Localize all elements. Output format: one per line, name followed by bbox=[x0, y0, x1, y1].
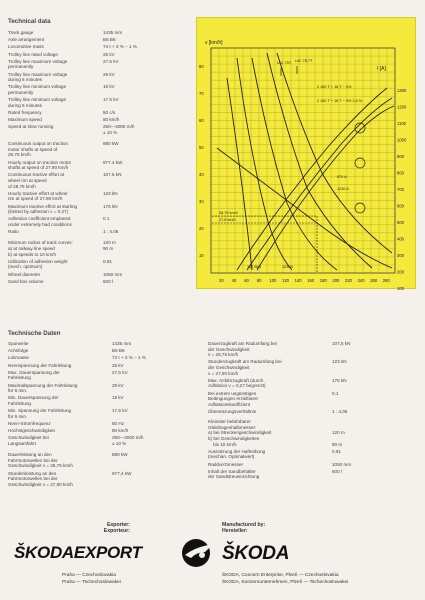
spec-label: Min. Spannung der Fahrleitung für 6 min. bbox=[8, 408, 72, 419]
x-tick-label: 280 bbox=[382, 278, 390, 283]
spec-value: 977,4 kW bbox=[112, 470, 132, 476]
skoda-winged-arrow-icon bbox=[181, 538, 217, 573]
spec-label: Nennspannung der Fahrleitung bbox=[8, 362, 72, 368]
spec-value: 1050 mm bbox=[103, 271, 123, 277]
motor-symbol-icon bbox=[355, 203, 365, 213]
spec-value: 25 kV bbox=[112, 362, 124, 368]
x-tick-label: 80 bbox=[256, 278, 262, 283]
spec-value: 250—3000 m/h ± 10 % bbox=[103, 124, 135, 135]
spec-value: 977.4 kW bbox=[103, 159, 123, 165]
spec-value: 80 km/h bbox=[103, 117, 120, 123]
spec-label: Rated frequency bbox=[8, 110, 42, 115]
spec-value: 0.1 bbox=[103, 216, 110, 222]
spec-label: Maximum tractive effort at starting (limited by adhesion ν = 0.27) bbox=[8, 203, 78, 215]
spec-label: Stundenzugkraft am Radumfang bei der Geschwindigkeit v = 27,90 km/h bbox=[208, 359, 282, 376]
characteristic-curve bbox=[237, 58, 292, 270]
spec-label: Sand box volume bbox=[8, 278, 44, 284]
y-right-tick-label: 800 bbox=[397, 170, 404, 176]
y-left-tick-label: 10 bbox=[199, 253, 204, 258]
exporter-address: Praha — Czechoslovakia Praha — Tschechoslowakei bbox=[62, 573, 121, 585]
spec-value: 17.5 kV bbox=[103, 97, 119, 103]
spec-value: 880 kW bbox=[103, 141, 119, 147]
spec-value: 0.91 bbox=[103, 258, 112, 264]
spec-value: 25 kV bbox=[103, 51, 115, 57]
spec-label: Trolley line maximum voltage during 6 minutes bbox=[8, 71, 68, 83]
spec-label: Speed at slow running bbox=[8, 124, 54, 130]
y-right-tick-label: 1000 bbox=[397, 137, 407, 143]
y-right-tick-label: 100 bbox=[397, 286, 404, 291]
y-right-tick-label: 200 bbox=[397, 269, 404, 275]
spec-value: 1435 mm bbox=[112, 341, 132, 346]
chart-annotation: 870 A bbox=[337, 175, 347, 179]
x-tick-label: 220 bbox=[345, 278, 352, 283]
spec-value: 50 c/s bbox=[103, 110, 116, 115]
spec-label: Dauerleistung an den Fahrmotorwellen bei der Geschwindigkeit v = 28,75 km/h bbox=[8, 452, 73, 469]
characteristic-curve bbox=[237, 88, 387, 270]
spec-label: Stundenleistung an den Fahrmotorwellen bei der Geschwindigkeit v = 27,90 km/h bbox=[8, 470, 73, 487]
spec-value: 74 t + 3 % − 1 % bbox=[112, 355, 146, 361]
spec-value: 27.5 kV bbox=[103, 58, 119, 64]
spec-label: Hourly output on traction motor shafts at speed of 27.90 km/h bbox=[8, 159, 72, 171]
x-tick-label: 160 bbox=[307, 278, 315, 283]
x-tick-label: 260 bbox=[370, 278, 378, 283]
spec-value: 120 m 90 m bbox=[103, 240, 116, 251]
traction-chart bbox=[196, 17, 416, 289]
spec-value: 1 : 4,06 bbox=[332, 409, 348, 414]
traction-chart-svg bbox=[197, 18, 415, 291]
spec-label: Continuous tractive effort at wheel rim at speed of 28.75 km/h bbox=[8, 172, 65, 189]
y-right-tick-label: 400 bbox=[397, 236, 404, 242]
spec-label: Max. Anfahrzugkraft (durch Adhäsion ν = 0,27 begrenzt) bbox=[208, 377, 266, 389]
spec-value: 1435 mm bbox=[103, 30, 123, 35]
spec-value: 880 kW bbox=[112, 452, 128, 458]
manufacturer-address: ŠKODA, Concern Enterprise, Plzeň — Czechoslovakia ŠKODA, Konzernunternehmen, Plzeň — Tschechoslowakei bbox=[222, 573, 349, 585]
spec-value: 175 kN bbox=[332, 377, 347, 383]
spec-value: 29 kV bbox=[103, 71, 115, 77]
spec-value: 1 : 4.06 bbox=[103, 229, 119, 235]
spec-value: 250—3000 m/h ± 10 % bbox=[112, 435, 144, 446]
german-data-title: Technische Daten bbox=[8, 330, 61, 337]
y-right-tick-label: 1200 bbox=[397, 104, 407, 110]
y-right-tick-label: 900 bbox=[397, 154, 404, 159]
y-left-tick-label: 80 bbox=[199, 64, 204, 69]
y-right-tick-label: 500 bbox=[397, 220, 404, 225]
skodaexport-logo: ŠKODAEXPORT bbox=[14, 543, 142, 562]
spec-value: 107.5 kN bbox=[103, 172, 122, 178]
spec-value: B6 B6 bbox=[103, 37, 116, 43]
y-left-tick-label: 20 bbox=[199, 226, 204, 231]
spec-label: Max. Dauerspannung der Fahrleitung bbox=[8, 369, 60, 381]
spec-label: Minimum radius of track curves: a) at railway line speed b) at speeds to 10 km/h bbox=[8, 240, 73, 257]
spec-value: 120 m 90 m bbox=[332, 430, 345, 447]
spec-label: Locomotive mass bbox=[8, 44, 44, 50]
motor-symbol-icon bbox=[355, 158, 365, 168]
spec-value: 0,1 bbox=[332, 390, 339, 396]
spec-value: 107,5 kN bbox=[332, 341, 351, 346]
spec-label: Trolley line minimum voltage during 6 minutes bbox=[8, 97, 67, 108]
chart-annotation: 28,75 km/h bbox=[219, 211, 238, 215]
spec-value: 175 kN bbox=[103, 203, 118, 209]
spec-value: 1050 mm bbox=[332, 461, 352, 467]
spec-label: Track gauge bbox=[8, 30, 34, 35]
x-tick-label: 140 bbox=[294, 278, 302, 283]
spec-label: Axle arrangement bbox=[8, 37, 45, 43]
spec-label: Utilization of adhesion weight (mech. optimum) bbox=[8, 258, 68, 270]
x-tick-label: 200 bbox=[332, 278, 340, 283]
chart-annotation: 123kN bbox=[282, 265, 293, 269]
spec-label: Lokmasse bbox=[8, 355, 29, 361]
chart-annotation: UIC 70T bbox=[277, 61, 292, 65]
skoda-logo-text: ŠKODA bbox=[222, 543, 290, 564]
manufacturer-label: Manufactured by: Hersteller: bbox=[222, 522, 266, 534]
characteristic-curve bbox=[247, 98, 392, 270]
spec-label: Trolley line rated voltage bbox=[8, 51, 58, 57]
y-right-axis-label: I [A] bbox=[377, 66, 386, 72]
y-left-tick-label: 40 bbox=[199, 172, 204, 177]
characteristic-curve bbox=[257, 106, 394, 270]
x-tick-label: 240 bbox=[357, 278, 365, 283]
y-left-tick-label: 30 bbox=[199, 199, 204, 204]
exporter-label: Exporter: Exporteur: bbox=[103, 522, 130, 534]
spec-label: Trolley line maximum voltage permanently bbox=[8, 58, 68, 70]
y-left-tick-label: 60 bbox=[199, 118, 204, 123]
spec-label: Übersetzungsverhältnis bbox=[208, 409, 257, 414]
spec-label: Kleinster befahrbarer Gleisbogenhalbmesser: a) bei Streckengeschwindigkeit b) bei Geschwindigkeiten bis 10 km/h bbox=[208, 419, 272, 447]
spec-label: Trolley line minimum voltage permanently bbox=[8, 84, 67, 95]
spec-label: Ratio bbox=[8, 229, 19, 235]
spec-label: Wheel diameter bbox=[8, 271, 41, 277]
chart-annotation: 1230 A bbox=[337, 187, 349, 191]
y-right-tick-label: 700 bbox=[397, 187, 404, 192]
chart-annotation: 107,5kN bbox=[247, 265, 262, 269]
spec-value: 17,5 kV bbox=[112, 408, 128, 414]
y-right-tick-label: 1300 bbox=[397, 88, 407, 93]
spec-label: Inhalt der Sandbehälter der Sandstreueinrichtung bbox=[208, 468, 260, 480]
spec-label: Nenn-Stromfrequenz bbox=[8, 421, 51, 426]
characteristic-curve bbox=[227, 78, 252, 270]
spec-value: 600 l bbox=[103, 278, 113, 284]
y-left-tick-label: 70 bbox=[199, 91, 204, 96]
spec-label: Spurweite bbox=[8, 341, 29, 346]
spec-value: 27,5 kV bbox=[112, 369, 128, 375]
spec-label: Adhesion coefficient emplaned under extremely bad conditions bbox=[8, 216, 72, 227]
spec-label: Höchstgeschwindigkeit bbox=[8, 428, 55, 434]
technical-data-title: Technical data bbox=[8, 18, 51, 25]
spec-value: 600 l bbox=[332, 468, 342, 474]
spec-value: 19 kV bbox=[112, 395, 124, 401]
spec-label: Achsfolge bbox=[8, 348, 29, 354]
spec-label: Bei extrem ungünstigen Bedingungen erzielbarer Adhäsionskoeffizient bbox=[208, 390, 259, 407]
chart-annotation: 27,8 km/h bbox=[219, 218, 236, 222]
spec-label: Maximum speed bbox=[8, 117, 42, 123]
y-right-tick-label: 300 bbox=[397, 253, 404, 258]
characteristic-curve bbox=[217, 148, 392, 268]
spec-label: Min. Dauerspannung der Fahrleitung bbox=[8, 395, 59, 406]
spec-value: 123 kN bbox=[103, 190, 118, 196]
spec-value: B6 B6 bbox=[112, 348, 125, 354]
spec-value: 19 kV bbox=[103, 84, 115, 90]
x-tick-label: 60 bbox=[244, 278, 249, 283]
spec-value: 29 kV bbox=[112, 382, 124, 388]
spec-label: Ausnützung der Haftreibung (mechan. Optimalwert) bbox=[208, 448, 266, 460]
chart-annotation: 2 160 T + 16 T − 0% bbox=[317, 85, 352, 89]
spec-value: 74 t + 3 % − 1 % bbox=[103, 44, 137, 50]
spec-value: 50 Hz bbox=[112, 421, 125, 426]
y-right-tick-label: 1100 bbox=[397, 121, 407, 126]
y-right-tick-label: 600 bbox=[397, 203, 404, 209]
y-left-tick-label: 50 bbox=[199, 145, 204, 150]
spec-label: Hourly tractive effort at wheel rim at speed of 27.90 km/h bbox=[8, 190, 68, 202]
x-tick-label: 40 bbox=[231, 278, 237, 283]
spec-label: Maximalspannung der Fahrleitung für 6 min. bbox=[8, 382, 78, 394]
x-tick-label: 180 bbox=[319, 278, 327, 283]
y-left-axis-label: v [km/h] bbox=[205, 40, 223, 46]
x-tick-label: 20 bbox=[219, 278, 224, 283]
spec-label: Geschwindigkeit bei Langsamfahrt bbox=[8, 435, 49, 446]
spec-label: Continuous output on traction motor shafts at speed of 28.75 km/h bbox=[8, 141, 69, 158]
x-tick-label: 100 bbox=[269, 278, 277, 283]
spec-value: 80 km/h bbox=[112, 428, 129, 434]
spec-label: Raddurchmesser bbox=[208, 461, 243, 467]
spec-value: 0,91 bbox=[332, 448, 341, 454]
spec-value: 123 kN bbox=[332, 359, 347, 365]
x-tick-label: 120 bbox=[282, 278, 289, 283]
chart-annotation: 2 160 T + 16 T − 0% 1,6 % bbox=[317, 99, 363, 103]
chart-annotation: UIC 78,7T bbox=[295, 59, 313, 63]
spec-label: Dauerzugkraft am Radumfang bei der Geschwindigkeit v = 28,75 km/h bbox=[208, 341, 277, 358]
